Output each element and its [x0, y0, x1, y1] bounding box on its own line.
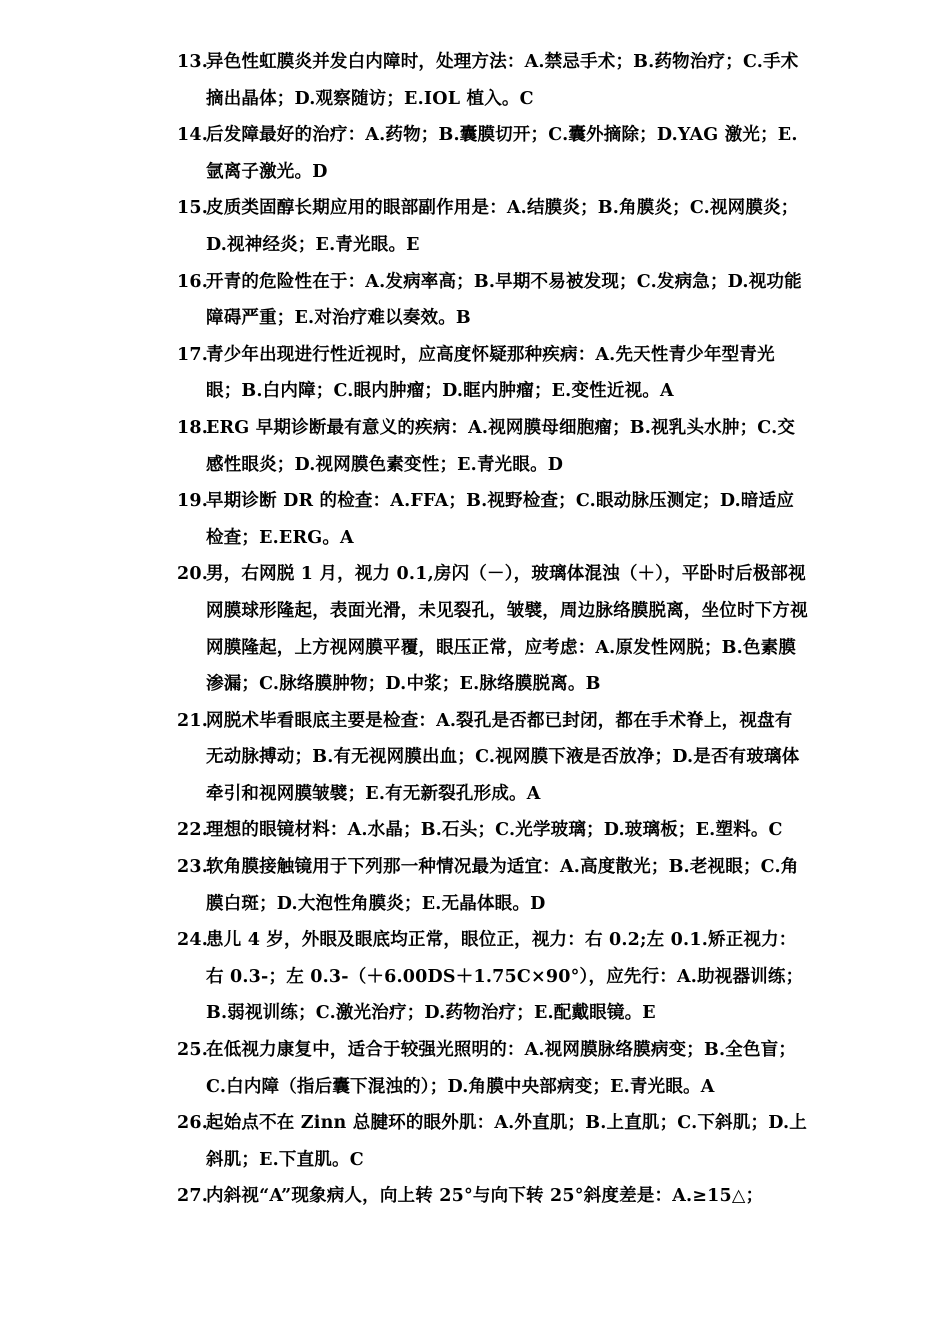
question-item	[0, 1032, 810, 1105]
question-text: 男，右网脱 1 月，视力 0.1,房闪（－），玻璃体混浊（＋），平卧时后极部视网膜球形隆起，表面光滑，未见裂孔，皱襞，周边脉络膜脱离，坐位时下方视网膜隆起，上方视网膜平覆，眼压正常，应考虑：A.原发性网脱；B.色素膜渗漏；C.脉络膜肿物；D.中浆；E.脉络膜脱离。B	[206, 564, 808, 695]
question-number: 14.	[177, 125, 209, 146]
question-text: 异色性虹膜炎并发白内障时，处理方法：A.禁忌手术；B.药物治疗；C.手术摘出晶体；D.观察随访；E.IOL 植入。C	[206, 52, 799, 109]
question-text: 网脱术毕看眼底主要是检查：A.裂孔是否都已封闭，都在手术脊上，视盘有无动脉搏动；B.有无视网膜出血；C.视网膜下液是否放净；D.是否有玻璃体牵引和视网膜皱襞；E.有无新裂孔形成。A	[206, 710, 800, 804]
question-text: ERG 早期诊断最有意义的疾病：A.视网膜母细胞瘤；B.视乳头水肿；C.交感性眼炎；D.视网膜色素变性；E.青光眼。D	[206, 417, 796, 475]
question-text: 内斜视“A”现象病人，向上转 25°与向下转 25°斜度差是：A.≥15△；	[206, 1186, 764, 1207]
question-number: 21.	[177, 710, 209, 731]
question-item	[0, 922, 810, 1032]
question-number: 15.	[177, 198, 209, 219]
question-item	[0, 703, 810, 813]
question-item	[0, 812, 810, 849]
question-item	[0, 44, 810, 117]
question-text: 早期诊断 DR 的检查：A.FFA；B.视野检查；C.眼动脉压测定；D.暗适应检查；E.ERG。A	[206, 491, 795, 548]
question-item	[0, 849, 810, 922]
question-text: 理想的眼镜材料：A.水晶；B.石头；C.光学玻璃；D.玻璃板；E.塑料。C	[206, 820, 783, 841]
question-number: 20.	[177, 564, 209, 585]
question-list	[0, 44, 950, 1215]
question-text: 患儿 4 岁，外眼及眼底均正常，眼位正，视力：右 0.2;左 0.1.矫正视力：右 0.3-；左 0.3-（＋6.00DS＋1.75C×90°），应先行：A.助视器训练；B.弱视训练；C.激光治疗；D.药物治疗；E.配戴眼镜。E	[206, 930, 804, 1024]
question-number: 17.	[177, 344, 209, 365]
question-item	[0, 556, 810, 702]
question-number: 18.	[177, 417, 209, 438]
question-item	[0, 117, 810, 190]
question-item	[0, 264, 810, 337]
question-text: 开青的危险性在于：A.发病率高；B.早期不易被发现；C.发病急；D.视功能障碍严重；E.对治疗难以奏效。B	[206, 271, 802, 329]
question-number: 25.	[177, 1040, 209, 1061]
question-item	[0, 1178, 810, 1215]
question-text: 软角膜接触镜用于下列那一种情况最为适宜：A.高度散光；B.老视眼；C.角膜白斑；D.大泡性角膜炎；E.无晶体眼。D	[206, 857, 799, 914]
question-text: 起始点不在 Zinn 总腱环的眼外肌：A.外直肌；B.上直肌；C.下斜肌；D.上斜肌；E.下直肌。C	[206, 1113, 807, 1170]
question-text: 皮质类固醇长期应用的眼部副作用是：A.结膜炎；B.角膜炎；C.视网膜炎；D.视神经炎；E.青光眼。E	[206, 198, 799, 255]
question-item	[0, 410, 810, 483]
question-item	[0, 190, 810, 263]
question-text: 在低视力康复中，适合于较强光照明的：A.视网膜脉络膜病变；B.全色盲；C.白内障（指后囊下混浊的）；D.角膜中央部病变；E.青光眼。A	[206, 1040, 797, 1097]
question-number: 13.	[177, 52, 209, 72]
question-text: 后发障最好的治疗：A.药物；B.囊膜切开；C.囊外摘除；D.YAG 激光；E.氩离子激光。D	[206, 125, 798, 182]
question-number: 19.	[177, 491, 209, 512]
question-number: 27.	[177, 1186, 209, 1207]
question-text: 青少年出现进行性近视时，应高度怀疑那种疾病：A.先天性青少年型青光眼；B.白内障；C.眼内肿瘤；D.眶内肿瘤；E.变性近视。A	[206, 344, 775, 402]
question-number: 24.	[177, 930, 209, 951]
question-number: 23.	[177, 857, 209, 878]
question-item	[0, 483, 810, 556]
question-number: 16.	[177, 271, 209, 292]
question-number: 22.	[177, 820, 209, 841]
question-number: 26.	[177, 1113, 209, 1134]
question-item	[0, 337, 810, 410]
question-item	[0, 1105, 810, 1178]
